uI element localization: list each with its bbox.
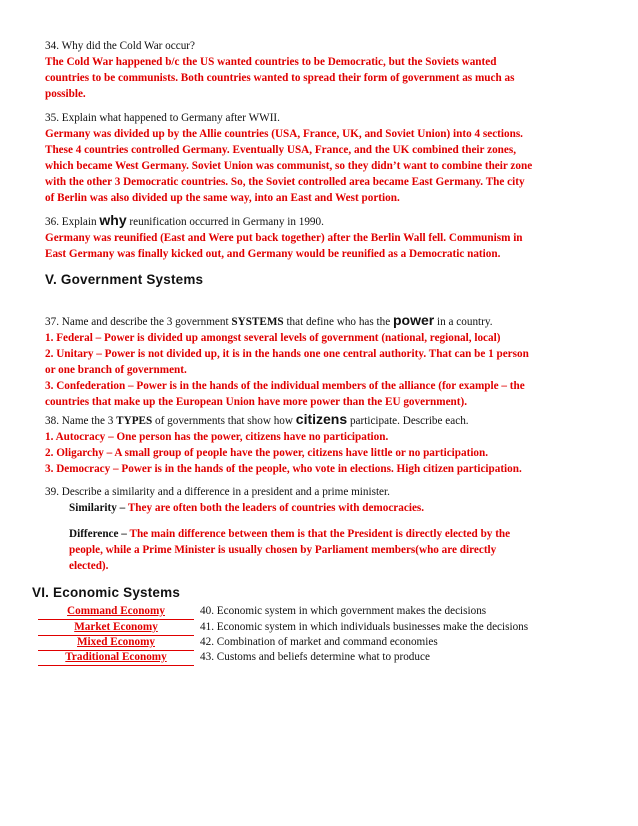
emphasis-power: power (393, 312, 435, 328)
question-39-text: 39. Describe a similarity and a difference in a president and a prime minister. (45, 486, 390, 498)
question-35 (45, 110, 605, 206)
matching-row-43: Traditional Economy 43. Customs and beliefs determine what to produce (38, 649, 430, 666)
emphasis-why: why (99, 212, 127, 228)
answer-38-line-1: 1. Autocracy – One person has the power, citizens have no participation. (45, 431, 389, 443)
question-36-text: 36. Explain why reunification occurred in Germany in 1990. (45, 212, 324, 228)
answer-34-line-1: The Cold War happened b/c the US wanted countries to be Democratic, but the Soviets wanted (45, 56, 497, 68)
answer-37-line-4: 3. Confederation – Power is in the hands of the individual members of the alliance (for example – the (45, 380, 525, 392)
answer-37-line-2: 2. Unitary – Power is not divided up, it is in the hands one one central authority. That can be 1 person (45, 348, 529, 360)
question-35-text: 35. Explain what happened to Germany after WWII. (45, 112, 280, 124)
answer-35-line-3: which became West Germany. Soviet Union was communist, so they didn’t want to combine their zone (45, 160, 533, 172)
answer-blank-41: Market Economy (38, 619, 194, 636)
answer-35-line-2: These 4 countries controlled Germany. Eventually USA, France, and the UK combined their zones, (45, 144, 516, 156)
answer-34-line-2: countries to be communists. Both countries wanted to spread their form of government as much as (45, 72, 515, 84)
answer-blank-43: Traditional Economy (38, 649, 194, 666)
question-37-text: 37. Name and describe the 3 government SYSTEMS that define who has the power in a country. (45, 312, 493, 328)
question-38-text: 38. Name the 3 TYPES of governments that show how citizens participate. Describe each. (45, 411, 469, 427)
answer-35-line-5: of Berlin was also divided up the same way, into an East and West portion. (45, 192, 400, 204)
answer-blank-40: Command Economy (38, 603, 194, 620)
answer-34-line-3: possible. (45, 88, 86, 100)
answer-36-line-1: Germany was reunified (East and Were put back together) after the Berlin Wall fell. Communism in (45, 232, 523, 244)
answer-blank-42: Mixed Economy (38, 634, 194, 651)
matching-row-40: Command Economy 40. Economic system in which government makes the decisions (38, 603, 486, 620)
matching-row-41: Market Economy 41. Economic system in which individuals businesses make the decisions (38, 619, 528, 636)
similarity-line: Similarity – They are often both the leaders of countries with democracies. (69, 502, 425, 514)
section-heading-economic-systems: VI. Economic Systems (32, 585, 181, 600)
question-38 (45, 411, 605, 477)
answer-35-line-4: with the other 3 Democratic countries. So, the Soviet controlled area became East Germany. The city (45, 176, 525, 188)
answer-37-line-5: countries that make up the European Union have more power than the EU government). (45, 396, 468, 408)
question-34-text: 34. Why did the Cold War occur? (45, 40, 195, 52)
question-39 (45, 484, 605, 574)
matching-row-42: Mixed Economy 42. Combination of market and command economies (38, 634, 438, 651)
difference-line-2: people, while a Prime Minister is usually chosen by Parliament members(who are directly (69, 544, 497, 556)
answer-35-line-1: Germany was divided up by the Allie countries (USA, France, UK, and Soviet Union) into 4 sections. (45, 128, 523, 140)
emphasis-citizens: citizens (295, 411, 348, 427)
difference-line-1: Difference – The main difference between them is that the President is directly elected by the (69, 528, 511, 540)
question-34 (45, 38, 605, 102)
question-36 (45, 212, 605, 262)
difference-line-3: elected). (69, 560, 109, 572)
answer-36-line-2: East Germany was finally kicked out, and Germany would be reunified as a Democratic nation. (45, 248, 501, 260)
question-37 (45, 312, 605, 410)
answer-37-line-3: or one branch of government. (45, 364, 187, 376)
answer-38-line-3: 3. Democracy – Power is in the hands of the people, who vote in elections. High citizen participation. (45, 463, 522, 475)
section-heading-government-systems: V. Government Systems (45, 272, 204, 287)
answer-38-line-2: 2. Oligarchy – A small group of people have the power, citizens have little or no participation. (45, 447, 489, 459)
answer-37-line-1: 1. Federal – Power is divided up amongst several levels of government (national, regional, local) (45, 332, 501, 344)
